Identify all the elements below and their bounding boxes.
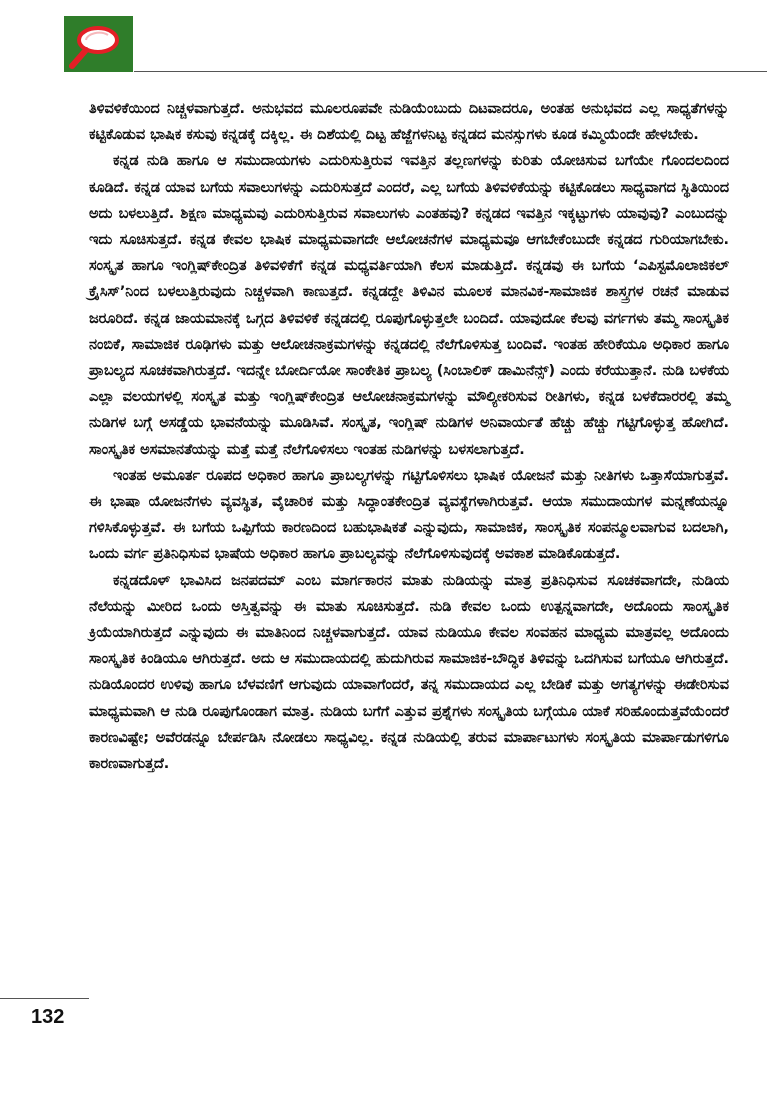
paragraph: ತಿಳಿವಳಿಕೆಯಿಂದ ನಿಚ್ಚಳವಾಗುತ್ತದೆ. ಅನುಭವದ ಮೂಲರೂಪವೇ ನುಡಿಯೆಂಬುದು ದಿಟವಾದರೂ, ಅಂತಹ ಅನುಭವದ ಎಲ್ಲ ಸಾಧ್ಯತೆಗಳನ್ನು ಕಟ್ಟಿಕೊಡುವ ಭಾಷಿಕ ಕಸುವು ಕನ್ನಡಕ್ಕೆ ದಕ್ಕಿಲ್ಲ. ಈ ದಿಶೆಯಲ್ಲಿ ದಿಟ್ಟ ಹೆಜ್ಜೆಗಳನಿಟ್ಟ ಕನ್ನಡದ ಮನಸ್ಸುಗಳು ಕೂಡ ಕಮ್ಮಿಯೆಂದೇ ಹೇಳಬೇಕು.: [89, 101, 729, 144]
paragraph: ಇಂತಹ ಅಮೂರ್ತ ರೂಪದ ಅಧಿಕಾರ ಹಾಗೂ ಪ್ರಾಬಲ್ಯಗಳನ್ನು ಗಟ್ಟಿಗೊಳಿಸಲು ಭಾಷಿಕ ಯೋಜನೆ ಮತ್ತು ನೀತಿಗಳು ಒತ್ತಾಸೆಯಾಗುತ್ತವೆ. ಈ ಭಾಷಾ ಯೋಜನೆಗಳು ವ್ಯವಸ್ಥಿತ, ವೈಚಾರಿಕ ಮತ್ತು ಸಿದ್ಧಾಂತಕೇಂದ್ರಿತ ವ್ಯವಸ್ಥೆಗಳಾಗಿರುತ್ತವೆ. ಆಯಾ ಸಮುದಾಯಗಳ ಮನ್ನಣೆಯನ್ನೂ ಗಳಿಸಿಕೊಳ್ಳುತ್ತವೆ. ಈ ಬಗೆಯ ಒಪ್ಪಿಗೆಯ ಕಾರಣದಿಂದ ಬಹುಭಾಷಿಕತೆ ಎನ್ನುವುದು, ಸಾಮಾಜಿಕ, ಸಾಂಸ್ಕೃತಿಕ ಸಂಪನ್ಮೂಲವಾಗುವ ಬದಲಾಗಿ, ಒಂದು ವರ್ಗ ಪ್ರತಿನಿಧಿಸುವ ಭಾಷೆಯ ಅಧಿಕಾರ ಹಾಗೂ ಪ್ರಾಬಲ್ಯವನ್ನು ನೆಲೆಗೊಳಿಸುವುದಕ್ಕೆ ಅವಕಾಶ ಮಾಡಿಕೊಡುತ್ತದೆ.: [89, 467, 729, 563]
footer-divider: [0, 998, 89, 999]
header-divider: [134, 71, 767, 72]
article-body: [89, 96, 729, 777]
page-number: 132: [31, 1006, 65, 1028]
paragraph: ಕನ್ನಡದೊಳ್ ಭಾವಿಸಿದ ಜನಪದಮ್ ಎಂಬ ಮಾರ್ಗಕಾರನ ಮಾತು ನುಡಿಯನ್ನು ಮಾತ್ರ ಪ್ರತಿನಿಧಿಸುವ ಸೂಚಕವಾಗದೇ, ನುಡಿಯ ನೆಲೆಯನ್ನು ಮೀರಿದ ಒಂದು ಅಸ್ತಿತ್ವವನ್ನು ಈ ಮಾತು ಸೂಚಿಸುತ್ತದೆ. ನುಡಿ ಕೇವಲ ಒಂದು ಉತ್ಪನ್ನವಾಗದೇ, ಅದೊಂದು ಸಾಂಸ್ಕೃತಿಕ ಕ್ರಿಯೆಯಾಗಿರುತ್ತದೆ ಎನ್ನುವುದು ಈ ಮಾತಿನಿಂದ ನಿಚ್ಚಳವಾಗುತ್ತದೆ. ಯಾವ ನುಡಿಯೂ ಕೇವಲ ಸಂವಹನ ಮಾಧ್ಯಮ ಮಾತ್ರವಲ್ಲ ಅದೊಂದು ಸಾಂಸ್ಕೃತಿಕ ಕಿಂಡಿಯೂ ಆಗಿರುತ್ತದೆ. ಅದು ಆ ಸಮುದಾಯದಲ್ಲಿ ಹುದುಗಿರುವ ಸಾಮಾಜಿಕ-ಬೌದ್ಧಿಕ ತಿಳಿವನ್ನು ಒದಗಿಸುವ ಬಗೆಯೂ ಆಗಿರುತ್ತದೆ. ನುಡಿಯೊಂದರ ಉಳಿವು ಹಾಗೂ ಬೆಳವಣಿಗೆ ಆಗುವುದು ಯಾವಾಗೆಂದರೆ, ತನ್ನ ಸಮುದಾಯದ ಎಲ್ಲ ಬೇಡಿಕೆ ಮತ್ತು ಅಗತ್ಯಗಳನ್ನು ಈಡೇರಿಸುವ ಮಾಧ್ಯಮವಾಗಿ ಆ ನುಡಿ ರೂಪುಗೊಂಡಾಗ ಮಾತ್ರ. ನುಡಿಯ ಬಗೆಗೆ ಎತ್ತುವ ಪ್ರಶ್ನೆಗಳು ಸಂಸ್ಕೃತಿಯ ಬಗ್ಗೆಯೂ ಯಾಕೆ ಸರಿಹೊಂದುತ್ತವೆಯೆಂದರೆ ಕಾರಣವಿಷ್ಟೇ; ಅವೆರಡನ್ನೂ ಬೇರ್ಪಡಿಸಿ ನೋಡಲು ಸಾಧ್ಯವಿಲ್ಲ. ಕನ್ನಡ ನುಡಿಯಲ್ಲಿ ತರುವ ಮಾರ್ಪಾಟುಗಳು ಸಂಸ್ಕೃತಿಯ ಮಾರ್ಪಾಡುಗಳಿಗೂ ಕಾರಣವಾಗುತ್ತದೆ.: [89, 572, 729, 773]
magnifier-logo-icon: [64, 16, 133, 72]
paragraph: ಕನ್ನಡ ನುಡಿ ಹಾಗೂ ಆ ಸಮುದಾಯಗಳು ಎದುರಿಸುತ್ತಿರುವ ಇವತ್ತಿನ ತಲ್ಲಣಗಳನ್ನು ಕುರಿತು ಯೋಚಿಸುವ ಬಗೆಯೇ ಗೊಂದಲದಿಂದ ಕೂಡಿದೆ. ಕನ್ನಡ ಯಾವ ಬಗೆಯ ಸವಾಲುಗಳನ್ನು ಎದುರಿಸುತ್ತದೆ ಎಂದರೆ, ಎಲ್ಲ ಬಗೆಯ ತಿಳಿವಳಿಕೆಯನ್ನು ಕಟ್ಟಿಕೊಡಲು ಸಾಧ್ಯವಾಗದ ಸ್ಥಿತಿಯಿಂದ ಅದು ಬಳಲುತ್ತಿದೆ. ಶಿಕ್ಷಣ ಮಾಧ್ಯಮವು ಎದುರಿಸುತ್ತಿರುವ ಸವಾಲುಗಳು ಎಂತಹವು? ಕನ್ನಡದ ಇವತ್ತಿನ ಇಕ್ಕಟ್ಟುಗಳು ಯಾವುವು? ಎಂಬುದನ್ನು ಇದು ಸೂಚಿಸುತ್ತದೆ. ಕನ್ನಡ ಕೇವಲ ಭಾಷಿಕ ಮಾಧ್ಯಮವಾಗದೇ ಆಲೋಚನೆಗಳ ಮಾಧ್ಯಮವೂ ಆಗಬೇಕೆಂಬುದೇ ಕನ್ನಡದ ಗುರಿಯಾಗಬೇಕು. ಸಂಸ್ಕೃತ ಹಾಗೂ ಇಂಗ್ಲಿಷ್‌ಕೇಂದ್ರಿತ ತಿಳಿವಳಿಕೆಗೆ ಕನ್ನಡ ಮಧ್ಯವರ್ತಿಯಾಗಿ ಕೆಲಸ ಮಾಡುತ್ತಿದೆ. ಕನ್ನಡವು ಈ ಬಗೆಯ ‘ಎಪಿಸ್ಟಮೊಲಾಜಿಕಲ್ ಕ್ರೈಸಿಸ್’ನಿಂದ ಬಳಲುತ್ತಿರುವುದು ನಿಚ್ಚಳವಾಗಿ ಕಾಣುತ್ತದೆ. ಕನ್ನಡದ್ದೇ ತಿಳಿವಿನ ಮೂಲಕ ಮಾನವಿಕ-ಸಾಮಾಜಿಕ ಶಾಸ್ತ್ರಗಳ ರಚನೆ ಮಾಡುವ ಜರೂರಿದೆ. ಕನ್ನಡ ಜಾಯಮಾನಕ್ಕೆ ಒಗ್ಗದ ತಿಳಿವಳಿಕೆ ಕನ್ನಡದಲ್ಲಿ ರೂಪುಗೊಳ್ಳುತ್ತಲೇ ಬಂದಿದೆ. ಯಾವುದೋ ಕೆಲವು ವರ್ಗಗಳು ತಮ್ಮ ಸಾಂಸ್ಕೃತಿಕ ನಂಬಿಕೆ, ಸಾಮಾಜಿಕ ರೂಢಿಗಳು ಮತ್ತು ಆಲೋಚನಾಕ್ರಮಗಳನ್ನು ಕನ್ನಡದಲ್ಲಿ ನೆಲೆಗೊಳಿಸುತ್ತ ಬಂದಿವೆ. ಇಂತಹ ಹೇರಿಕೆಯೂ ಅಧಿಕಾರ ಹಾಗೂ ಪ್ರಾಬಲ್ಯದ ಸೂಚಕವಾಗಿರುತ್ತದೆ. ಇದನ್ನೇ ಬೋರ್ದಿಯೋ ಸಾಂಕೇತಿಕ ಪ್ರಾಬಲ್ಯ (ಸಿಂಬಾಲಿಕ್ ಡಾಮಿನೆನ್ಸ್) ಎಂದು ಕರೆಯುತ್ತಾನೆ. ನುಡಿ ಬಳಕೆಯ ಎಲ್ಲಾ ವಲಯಗಳಲ್ಲಿ ಸಂಸ್ಕೃತ ಮತ್ತು ಇಂಗ್ಲಿಷ್‌ಕೇಂದ್ರಿತ ಆಲೋಚನಾಕ್ರಮಗಳನ್ನು ಮೌಲ್ಯೀಕರಿಸುವ ರೀತಿಗಳು, ಕನ್ನಡ ಬಳಕೆದಾರರಲ್ಲಿ ತಮ್ಮ ನುಡಿಗಳ ಬಗ್ಗೆ ಅಸಡ್ಡೆಯ ಭಾವನೆಯನ್ನು ಮೂಡಿಸಿವೆ. ಸಂಸ್ಕೃತ, ಇಂಗ್ಲಿಷ್ ನುಡಿಗಳ ಅನಿವಾರ್ಯತೆ ಹೆಚ್ಚು ಹೆಚ್ಚು ಗಟ್ಟಿಗೊಳ್ಳುತ್ತ ಹೋಗಿದೆ. ಸಾಂಸ್ಕೃತಿಕ ಅಸಮಾನತೆಯನ್ನು ಮತ್ತೆ ಮತ್ತೆ ನೆಲೆಗೊಳಿಸಲು ಇಂತಹ ನುಡಿಗಳನ್ನು ಬಳಸಲಾಗುತ್ತದೆ.: [89, 153, 729, 458]
